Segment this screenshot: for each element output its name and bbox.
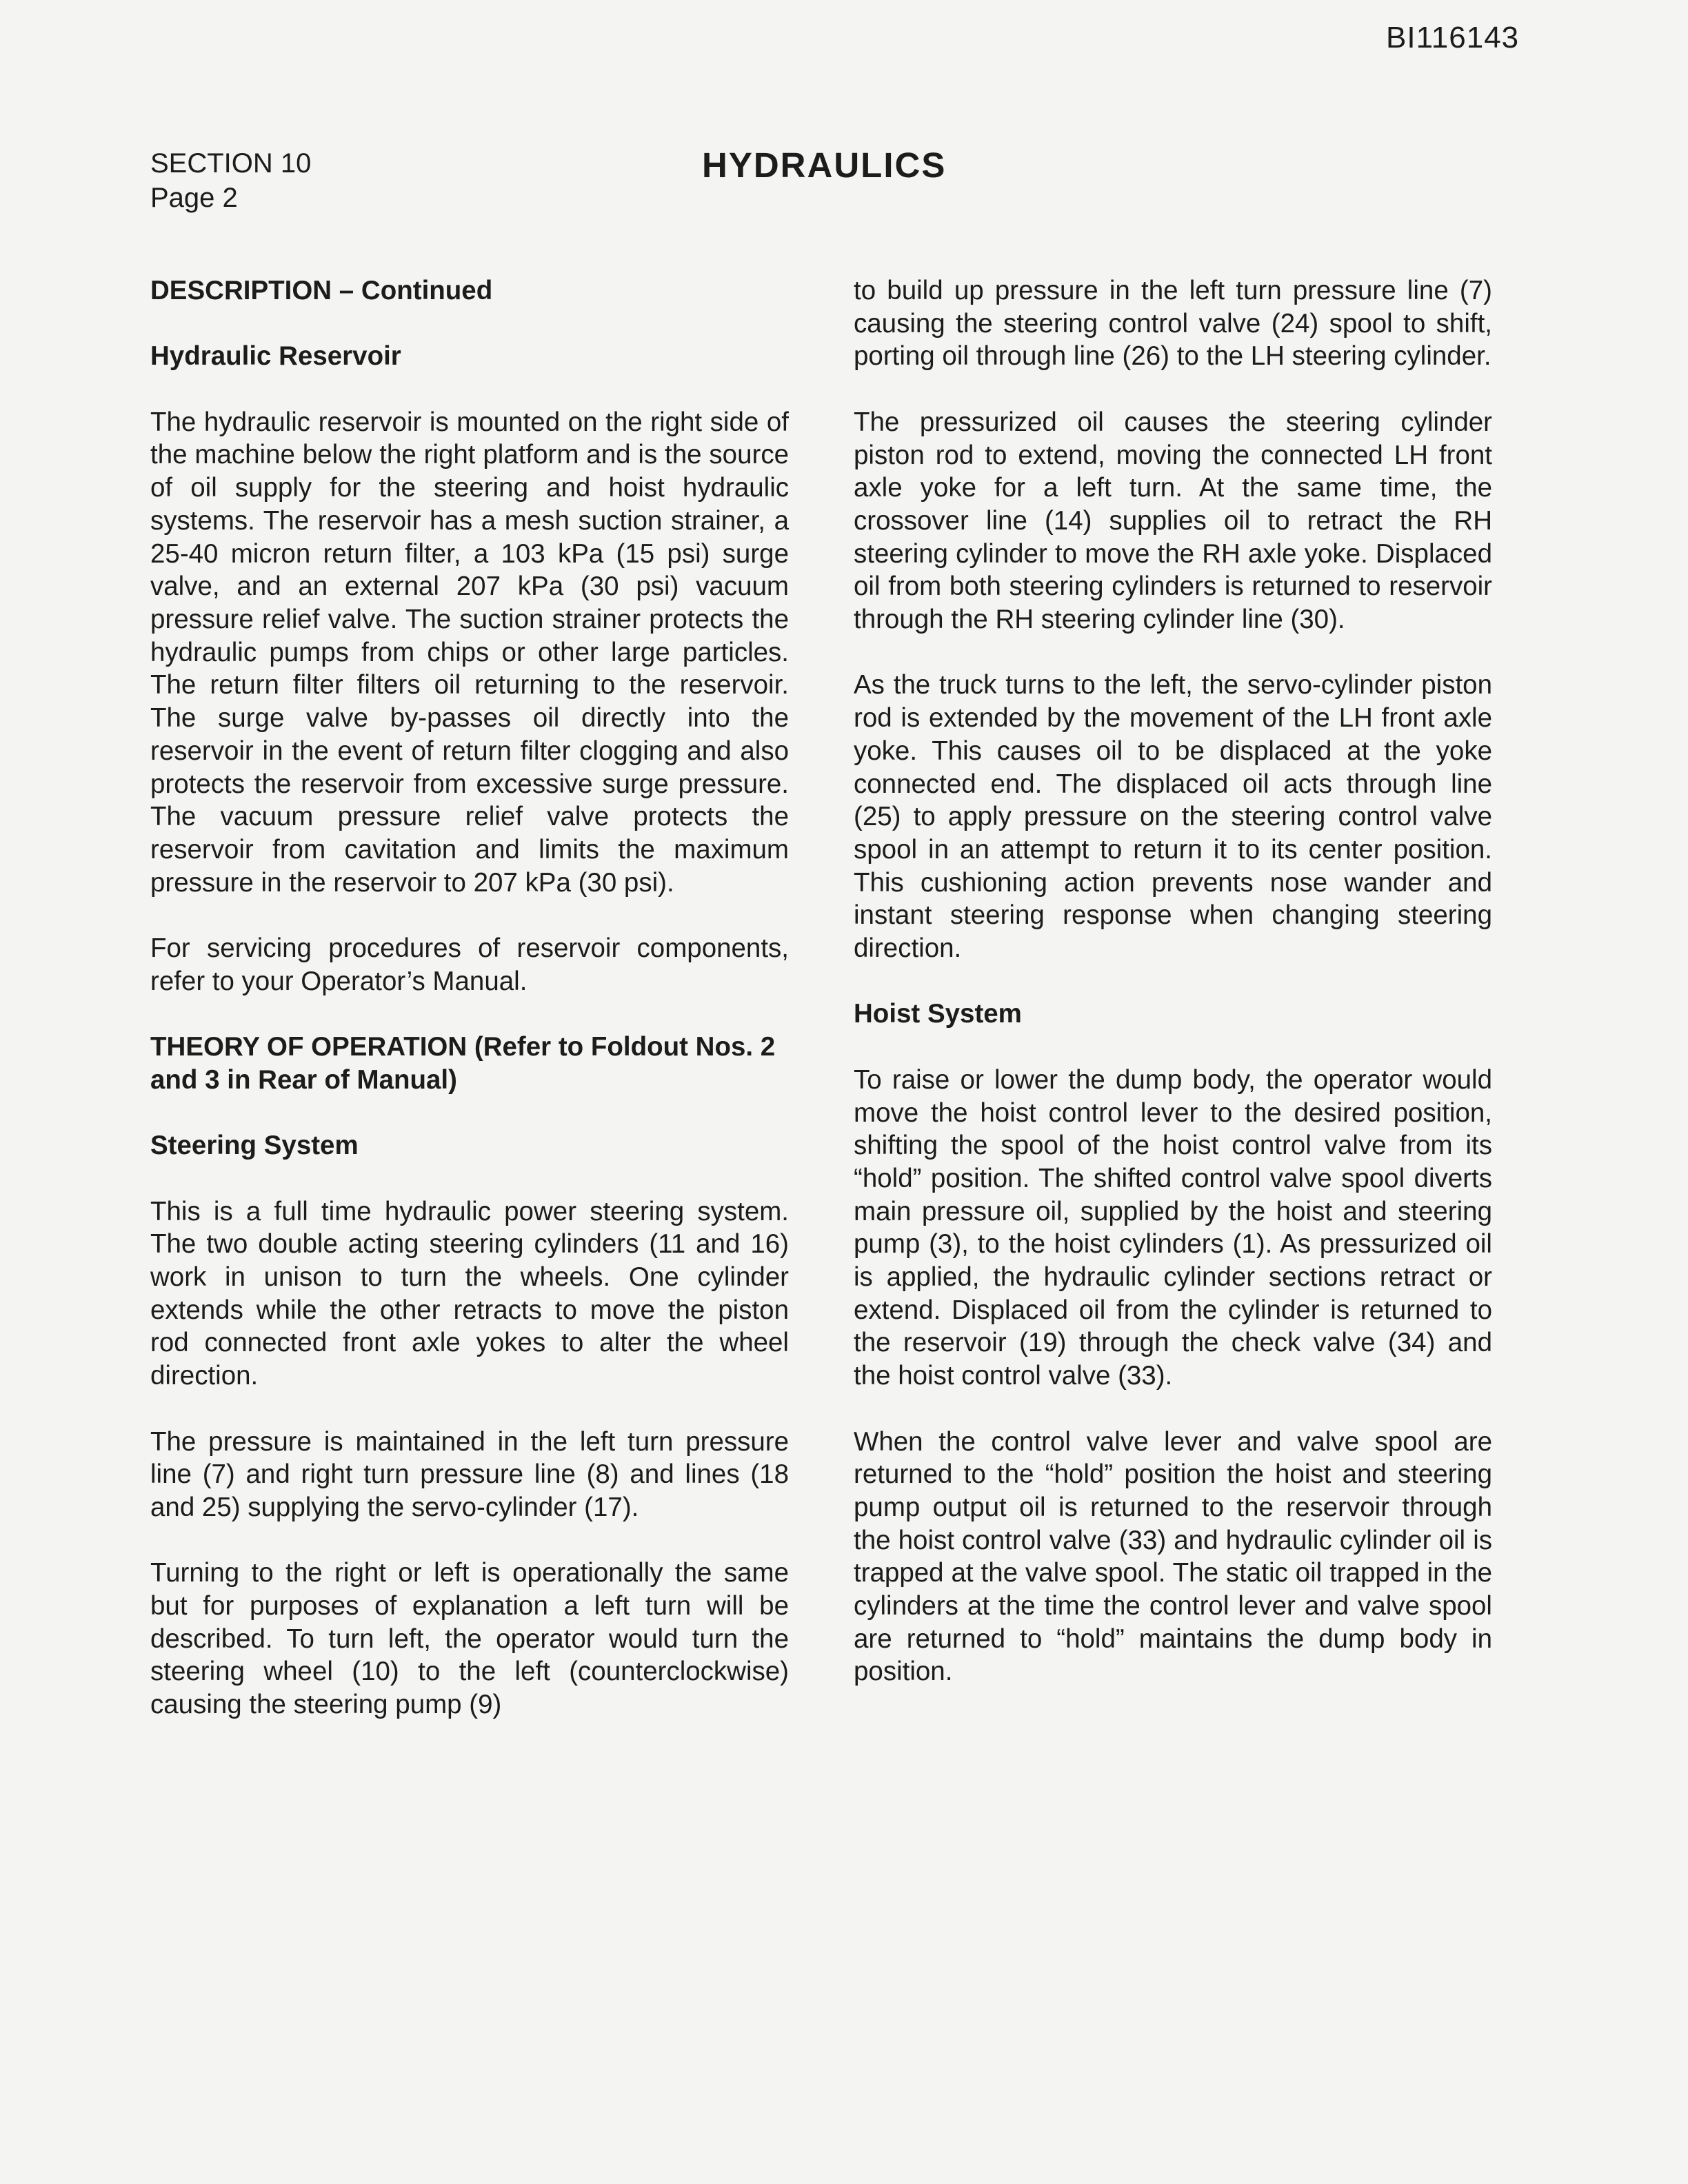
steering-paragraph-3: Turning to the right or left is operationally the same but for purposes of explanation a left turn will be described. To turn left, the operator would turn the steering wheel (10) to the left (counterclockwise) causing the steering pump (9) bbox=[150, 1558, 789, 1720]
section-number: SECTION 10 bbox=[150, 148, 312, 179]
page-title: HYDRAULICS bbox=[702, 145, 947, 185]
truck-turns-paragraph: As the truck turns to the left, the servo-cylinder piston rod is extended by the movement of the LH front axle yoke. This causes oil to be displaced at the yoke connected end. The displaced oil acts through line (25) to apply pressure on the steering control valve spool in an attempt to return it to its center position. This cushioning action prevents nose wander and instant steering response when changing steering direction. bbox=[854, 670, 1492, 964]
section-info bbox=[150, 146, 311, 215]
document-id: BI116143 bbox=[1386, 21, 1520, 54]
continued-paragraph: to build up pressure in the left turn pressure line (7) causing the steering control valve (24) spool to shift, porting oil through line (26) to the LH steering cylinder. bbox=[854, 276, 1492, 372]
reservoir-paragraph: The hydraulic reservoir is mounted on the right side of the machine below the right platform and is the source of oil supply for the steering and hoist hydraulic systems. The reservoir has a mesh suction strainer, a 25-40 micron return filter, a 103 kPa (15 psi) surge valve, and an external 207 kPa (30 psi) vacuum pressure relief valve. The suction strainer protects the hydraulic pumps from chips or other large particles. The return filter filters oil returning to the reservoir. The surge valve by-passes oil directly into the reservoir in the event of return filter clogging and also protects the reservoir from excessive surge pressure. The vacuum pressure relief valve protects the reservoir from cavitation and limits the maximum pressure in the reservoir to 207 kPa (30 psi). bbox=[150, 407, 789, 898]
right-column bbox=[854, 274, 1492, 1688]
steering-paragraph-2: The pressure is maintained in the left turn pressure line (7) and right turn pressure line (8) and lines (18 and 25) supplying the servo-cylinder (17). bbox=[150, 1426, 789, 1522]
reservoir-heading: Hydraulic Reservoir bbox=[150, 341, 401, 372]
page-number: Page 2 bbox=[150, 183, 238, 213]
left-column bbox=[150, 274, 789, 1721]
hoist-paragraph-1: To raise or lower the dump body, the operator would move the hoist control lever to the desired position, shifting the spool of the hoist control valve from its “hold” position. The shifted control valve spool diverts main pressure oil, supplied by the hoist and steering pump (3), to the hoist cylinders (1). As pressurized oil is applied, the hydraulic cylinder sections retract or extend. Displaced oil from the cylinder is returned to the reservoir (19) through the check valve (34) and the hoist control valve (33). bbox=[854, 1064, 1492, 1391]
hoist-heading: Hoist System bbox=[854, 999, 1022, 1029]
pressurized-oil-paragraph: The pressurized oil causes the steering cylinder piston rod to extend, moving the connected LH front axle yoke for a left turn. At the same time, the crossover line (14) supplies oil to retract the RH steering cylinder to move the RH axle yoke. Displaced oil from both steering cylinders is returned to reservoir through the RH steering cylinder line (30). bbox=[854, 407, 1492, 635]
hoist-paragraph-2: When the control valve lever and valve spool are returned to the “hold” position the hoist and steering pump output oil is returned to the reservoir through the hoist control valve (33) and hydraulic cylinder oil is trapped at the valve spool. The static oil trapped in the cylinders at the time the control lever and valve spool are returned to “hold” maintains the dump body in position. bbox=[854, 1426, 1492, 1687]
steering-paragraph-1: This is a full time hydraulic power steering system. The two double acting steering cylinders (11 and 16) work in unison to turn the wheels. One cylinder extends while the other retracts to move the piston rod connected front axle yokes to alter the wheel direction. bbox=[150, 1196, 789, 1391]
steering-heading: Steering System bbox=[150, 1131, 359, 1161]
servicing-paragraph: For servicing procedures of reservoir components, refer to your Operator’s Manual. bbox=[150, 933, 789, 996]
description-heading: DESCRIPTION – Continued bbox=[150, 276, 493, 305]
theory-heading: THEORY OF OPERATION (Refer to Foldout Nos. 2 and 3 in Rear of Manual) bbox=[150, 1032, 776, 1095]
